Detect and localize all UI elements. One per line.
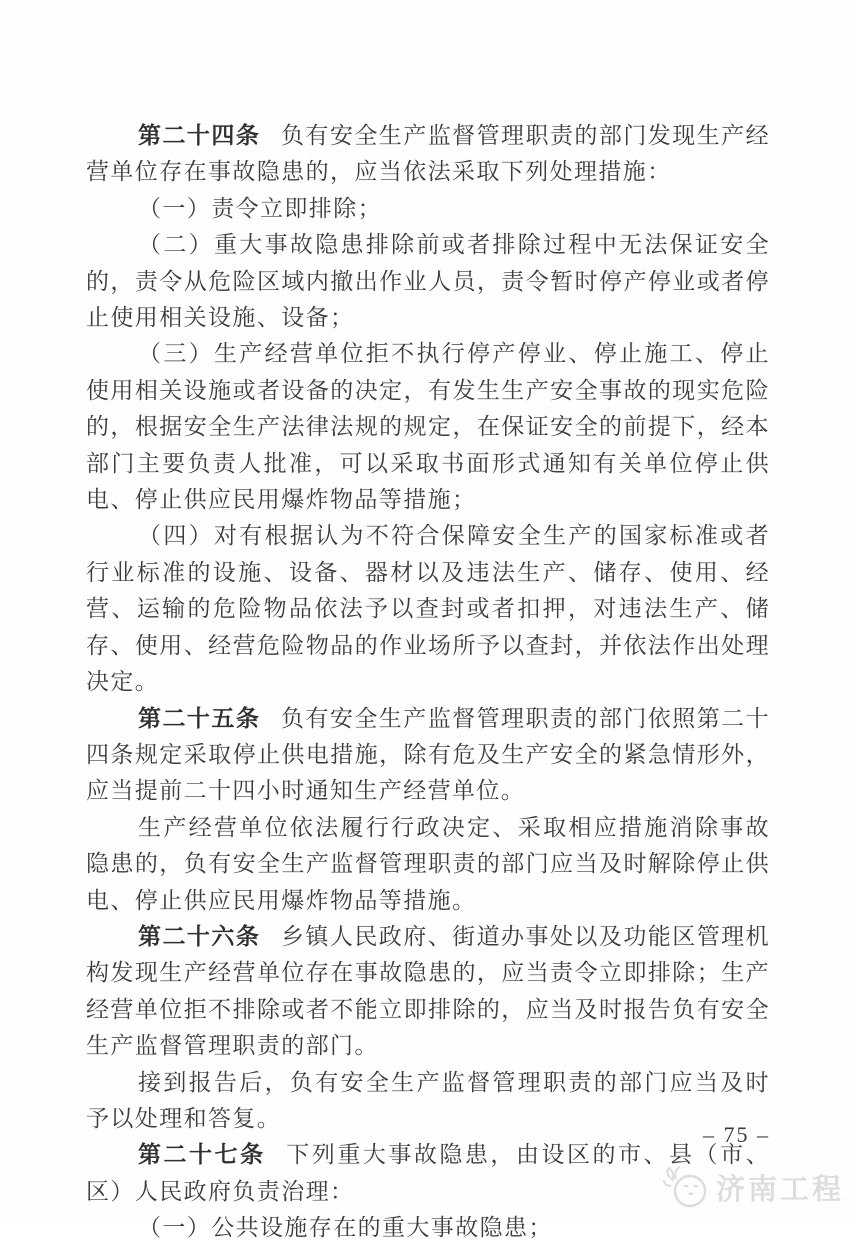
publisher-watermark [663, 1166, 844, 1208]
paragraph [86, 1065, 770, 1138]
paragraph [86, 518, 770, 700]
mascot-bird-icon [663, 1166, 709, 1208]
document-body [86, 118, 770, 1247]
paragraph [86, 701, 770, 810]
paragraph-text: （四）对有根据认为不符合保障安全生产的国家标准或者行业标准的设施、设备、器材以及违法生产、储存、使用、经营、运输的危险物品依法予以查封或者扣押，对违法生产、储存、使用、经营危险物品的作业场所予以查封，并依法作出处理决定。 [86, 523, 770, 695]
paragraph-text: （一）公共设施存在的重大事故隐患； [138, 1215, 553, 1241]
paragraph-text: 乡镇人民政府、街道办事处以及功能区管理机构发现生产经营单位存在事故隐患的，应当责令立即排除；生产经营单位拒不排除或者不能立即排除的，应当及时报告负有安全生产监督管理职责的部门。 [86, 923, 771, 1059]
paragraph-text: （一）责令立即排除； [138, 195, 382, 221]
paragraph-text: 负有安全生产监督管理职责的部门依照第二十四条规定采取停止供电措施，除有危及生产安全的紧急情形外，应当提前二十四小时通知生产经营单位。 [86, 705, 771, 804]
page-number: – 75 – [703, 1122, 770, 1147]
paragraph-text: （三）生产经营单位拒不执行停产停业、停止施工、停止使用相关设施或者设备的决定，有发生生产安全事故的现实危险的，根据安全生产法律法规的规定，在保证安全的前提下，经本部门主要负责人批准，可以采取书面形式通知有关单位停止供电、停止供应民用爆炸物品等措施； [86, 341, 770, 513]
paragraph [86, 191, 770, 227]
paragraph-text: 接到报告后，负有安全生产监督管理职责的部门应当及时予以处理和答复。 [86, 1069, 770, 1131]
paragraph [86, 1210, 770, 1246]
paragraph [86, 227, 770, 336]
paragraph-text: （二）重大事故隐患排除前或者排除过程中无法保证安全的，责令从危险区域内撤出作业人员，责令暂时停产停业或者停止使用相关设施、设备； [86, 232, 770, 331]
paragraph-text: 下列重大事故隐患，由设区的市、县（市、区）人民政府负责治理： [86, 1142, 770, 1204]
paragraph [86, 336, 770, 518]
article-number: 第二十六条 [138, 923, 261, 949]
paragraph-text: 生产经营单位依法履行行政决定、采取相应措施消除事故隐患的，负有安全生产监督管理职责的部门应当及时解除停止供电、停止供应民用爆炸物品等措施。 [86, 814, 770, 913]
paragraph [86, 810, 770, 919]
paragraph [86, 118, 770, 191]
article-number: 第二十四条 [138, 123, 261, 148]
watermark-label: 济南工程 [715, 1173, 844, 1206]
paragraph [86, 919, 770, 1065]
article-number: 第二十五条 [138, 705, 261, 731]
paragraph-text: 负有安全生产监督管理职责的部门发现生产经营单位存在事故隐患的，应当依法采取下列处理措施： [86, 123, 771, 185]
article-number: 第二十七条 [138, 1142, 266, 1168]
